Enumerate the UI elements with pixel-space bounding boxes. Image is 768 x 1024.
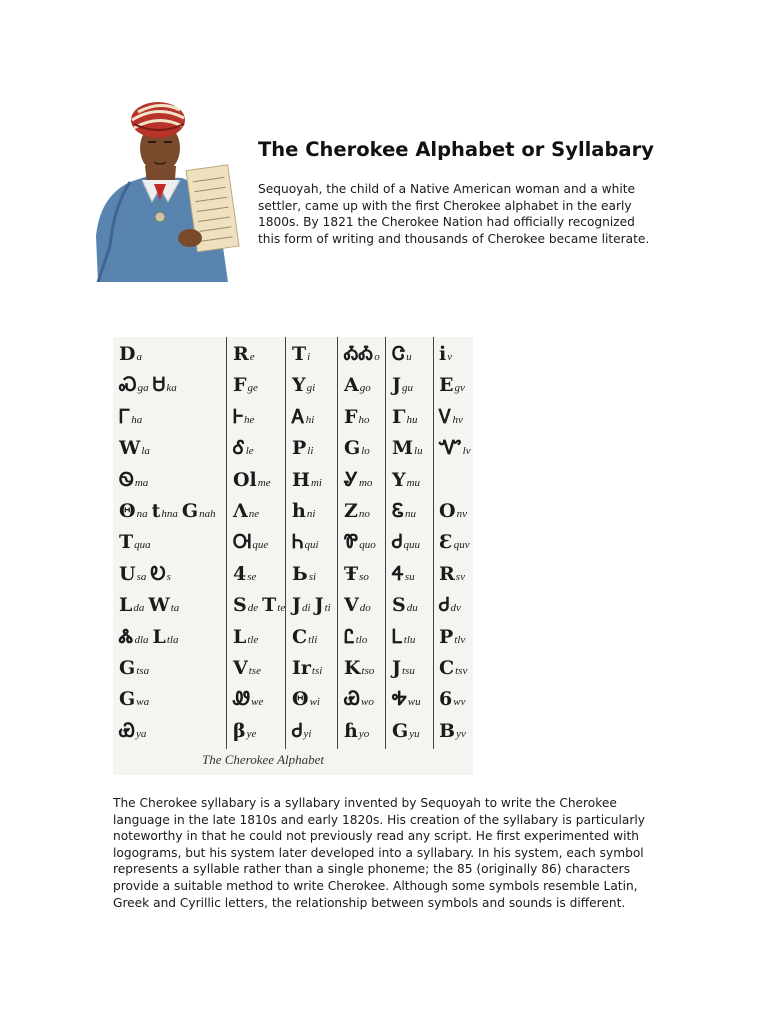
syllable-sound: do (359, 602, 371, 615)
syllable-sound: hu (406, 413, 418, 426)
syllable-cell (439, 690, 469, 709)
syllable-glyph: Ꮍ (344, 468, 358, 491)
syllable-cell (233, 533, 272, 552)
syllable-cell (439, 719, 470, 742)
syllable-sound: ga (137, 382, 149, 395)
syllable-sound: tlv (454, 633, 466, 646)
syllable-sound: go (359, 382, 371, 395)
syllable-sound: ya (136, 727, 147, 740)
syllable-sound: hv (452, 413, 463, 426)
syllable-cell (292, 596, 335, 615)
syllable-sound: mu (406, 476, 421, 489)
syllable-cell (439, 502, 471, 521)
syllable-glyph: ɦ (344, 719, 358, 742)
syllable-sound: nah (199, 508, 216, 520)
column-divider (385, 337, 386, 749)
syllable-sound: ta (170, 602, 180, 615)
syllable-glyph: G (181, 500, 199, 522)
syllable-cell (233, 690, 267, 709)
syllable-cell (439, 596, 465, 615)
syllable-sound: sa (136, 570, 147, 583)
syllable-cell (439, 439, 475, 458)
syllable-cell (392, 690, 425, 709)
syllable-glyph: Ꮩ (439, 405, 452, 428)
syllable-sound: quu (403, 539, 420, 552)
syllable-cell (344, 533, 380, 552)
syllable-sound: u (406, 351, 412, 363)
syllable-glyph: Ꮳ (392, 343, 406, 365)
syllable-glyph: Ꮜ (152, 374, 166, 397)
syllable-sound: li (307, 445, 314, 458)
syllable-glyph: Ꭽ (392, 688, 407, 711)
syllable-sound: tlu (403, 633, 416, 646)
syllable-glyph: 6 (439, 688, 453, 711)
syllable-glyph: F (233, 374, 247, 397)
syllable-glyph: Ꭷ (150, 562, 166, 585)
syllable-glyph: Ꮮ (392, 625, 403, 648)
syllable-cell (392, 439, 427, 458)
syllable-glyph: Ꮒ (292, 531, 304, 554)
syllable-glyph: h (292, 500, 306, 522)
syllable-glyph: L (152, 625, 166, 648)
syllable-cell (439, 562, 469, 585)
syllable-glyph: Y (292, 374, 306, 397)
syllable-sound: e (249, 351, 255, 363)
syllable-glyph: Ol (233, 468, 257, 491)
syllable-glyph: J (314, 594, 324, 617)
syllable-cell (119, 659, 153, 678)
syllable-sound: que (252, 539, 269, 552)
column-divider (226, 337, 227, 749)
syllable-cell (392, 562, 419, 585)
syllable-sound: ge (247, 382, 258, 395)
syllable-glyph: R (233, 343, 249, 365)
syllable-sound: ni (306, 508, 316, 520)
syllable-cell (439, 405, 467, 428)
syllable-sound: la (141, 445, 150, 458)
syllabary-chart (113, 337, 473, 775)
syllable-glyph: T (262, 594, 277, 617)
syllable-sound: wi (309, 696, 320, 709)
syllable-cell (439, 345, 456, 364)
syllable-cell (292, 439, 317, 458)
syllable-cell (233, 625, 262, 648)
syllable-cell (119, 439, 154, 458)
syllable-glyph: t (151, 500, 161, 522)
syllable-glyph: Ꮺ (233, 688, 251, 711)
syllable-sound: i (307, 351, 311, 363)
syllable-sound: mi (310, 476, 322, 489)
syllable-sound: tli (308, 633, 318, 646)
syllable-sound: hi (305, 413, 315, 426)
syllable-sound: so (359, 570, 369, 583)
syllable-sound: yi (303, 727, 312, 740)
syllable-glyph: J (392, 374, 401, 397)
syllable-sound: tsa (136, 665, 150, 677)
syllable-glyph: C (439, 657, 455, 679)
syllable-glyph: W (148, 594, 170, 617)
syllable-cell (344, 345, 384, 364)
syllable-glyph: Ꮛ (392, 500, 405, 522)
syllable-sound: tsv (455, 665, 468, 677)
syllable-cell (292, 690, 324, 709)
syllable-glyph: J (392, 657, 401, 679)
syllable-cell (292, 719, 315, 742)
syllable-cell (292, 376, 319, 395)
syllable-sound: mo (358, 476, 373, 489)
syllable-cell (233, 502, 263, 521)
syllable-sound: le (245, 445, 254, 458)
syllable-sound: he (244, 413, 255, 426)
syllable-sound: de (247, 602, 259, 615)
syllable-cell (344, 562, 373, 585)
syllable-sound: ne (248, 508, 260, 520)
syllable-glyph: T (119, 531, 134, 554)
syllable-cell (439, 533, 474, 552)
syllable-glyph: B (439, 719, 456, 742)
column-divider (285, 337, 286, 749)
syllable-glyph: β (233, 719, 246, 742)
syllable-cell (344, 502, 374, 521)
syllable-glyph: Γ (392, 405, 406, 428)
syllable-glyph: Ꮁ (119, 405, 131, 428)
syllable-sound: tsi (311, 665, 323, 677)
syllable-glyph: Ꮷ (392, 531, 403, 554)
syllable-cell (344, 625, 371, 648)
syllable-glyph: Λ (233, 500, 248, 522)
syllable-glyph: Ꮞ (392, 562, 404, 585)
syllable-glyph: F (344, 405, 358, 428)
syllable-cell (292, 533, 323, 552)
syllable-glyph: Θ (292, 688, 309, 711)
syllable-sound: di (302, 602, 311, 615)
syllable-glyph: Ꮝ (119, 374, 137, 397)
syllable-sound: quo (359, 539, 376, 552)
syllable-sound: te (277, 602, 286, 615)
syllable-glyph: W (119, 437, 141, 460)
syllable-glyph: U (119, 562, 136, 585)
syllable-sound: no (358, 508, 370, 520)
syllable-glyph: Ꮄ (233, 437, 245, 460)
syllable-sound: nu (405, 508, 417, 520)
syllable-cell (119, 533, 155, 552)
syllable-cell (439, 625, 469, 648)
syllable-cell (439, 659, 471, 678)
syllable-cell (233, 596, 289, 615)
syllable-glyph: H (292, 468, 310, 491)
syllable-cell (119, 625, 183, 648)
syllable-glyph: Ꮿ (344, 688, 360, 711)
syllable-glyph: E (439, 374, 454, 397)
syllable-glyph: ᎣᎣ (344, 343, 374, 365)
syllable-sound: wo (361, 696, 374, 709)
syllable-sound: qui (304, 539, 319, 552)
syllable-sound: o (374, 351, 380, 363)
column-divider (337, 337, 338, 749)
syllable-sound: se (247, 570, 257, 583)
syllable-sound: gv (454, 382, 465, 395)
syllable-cell (344, 439, 374, 458)
syllable-glyph: M (392, 437, 414, 460)
syllable-sound: tlo (355, 633, 368, 646)
syllable-sound: lv (462, 445, 471, 458)
syllable-sound: s (166, 570, 171, 583)
syllable-sound: tle (247, 633, 259, 646)
sequoyah-portrait (90, 96, 240, 282)
syllable-glyph: Ꮊ (233, 531, 252, 554)
syllable-cell (344, 405, 374, 428)
syllable-glyph: P (439, 625, 454, 648)
syllable-glyph: 4 (233, 562, 247, 585)
syllable-sound: wv (453, 696, 466, 709)
syllable-sound: lo (361, 445, 370, 458)
syllable-glyph: Ꮙ (439, 437, 462, 460)
syllable-glyph: Ꮘ (344, 531, 359, 554)
syllable-cell (119, 562, 175, 585)
syllable-glyph: V (233, 657, 248, 679)
syllable-cell (292, 625, 321, 648)
syllable-cell (392, 405, 422, 428)
syllable-cell (119, 468, 152, 491)
syllable-glyph: V (344, 594, 359, 617)
syllable-cell (233, 345, 259, 364)
syllable-sound: tsu (402, 665, 415, 677)
syllable-glyph: Ꭺ (292, 405, 305, 428)
syllable-sound: dla (134, 633, 149, 646)
syllable-cell (392, 659, 419, 678)
syllable-glyph: C (292, 625, 308, 648)
syllable-glyph: T (292, 343, 307, 365)
syllable-cell (292, 659, 326, 678)
syllable-glyph: Ꮬ (119, 625, 134, 648)
syllable-sound: tse (248, 665, 261, 677)
syllable-sound: yo (358, 727, 370, 740)
syllable-sound: si (308, 570, 317, 583)
syllable-cell (392, 625, 419, 648)
syllable-sound: yu (409, 727, 420, 740)
syllable-sound: ti (324, 602, 331, 615)
syllable-cell (119, 376, 181, 395)
syllable-sound: ma (134, 476, 149, 489)
syllable-sound: qua (134, 539, 151, 552)
syllable-cell (233, 376, 262, 395)
syllable-cell (119, 345, 146, 364)
syllable-cell (392, 719, 424, 742)
syllable-glyph: Ꮿ (119, 719, 135, 742)
syllable-cell (233, 439, 258, 458)
syllable-sound: tso (361, 665, 375, 677)
syllable-sound: ho (358, 413, 370, 426)
syllable-cell (233, 562, 260, 585)
syllable-glyph: Ꮻ (119, 468, 134, 491)
syllable-glyph: S (233, 594, 247, 617)
syllable-glyph: Ꮷ (439, 594, 450, 617)
syllable-sound: v (447, 351, 453, 363)
syllable-glyph: Ɛ (439, 531, 453, 554)
syllable-cell (392, 596, 422, 615)
syllable-glyph: Ir (292, 657, 311, 679)
syllable-sound: gu (402, 382, 413, 395)
syllable-glyph: Θ (119, 500, 136, 522)
syllable-sound: yv (456, 727, 466, 740)
syllable-sound: du (406, 602, 418, 615)
syllable-sound: a (136, 351, 142, 363)
syllable-glyph: P (292, 437, 307, 460)
intro-paragraph: Sequoyah, the child of a Native American woman and a white settler, came up with the first Cherokee alphabet in the early 1800s. By 1821 the Cherokee Nation had officially recognized this form of writing and thousands of Cherokee became literate. (258, 182, 650, 246)
syllable-glyph: D (119, 343, 136, 365)
syllable-cell (392, 345, 416, 364)
body-paragraph: The Cherokee syllabary is a syllabary invented by Sequoyah to write the Cherokee language in the late 1810s and early 1820s. His creation of the syllabary is particularly noteworthy in that he could not previously read any script. He first experimented with logograms, but his system later developed into a syllabary. In his system, each symbol represents a syllable rather than a single phoneme; the 85 (originally 86) characters provide a suitable method to write Cherokee. Although some symbols resemble Latin, Greek and Cyrillic letters, the relationship between symbols and sounds is different. (113, 796, 645, 910)
syllable-sound: na (136, 508, 148, 520)
syllable-glyph: K (344, 657, 361, 679)
syllable-cell (233, 719, 260, 742)
syllable-glyph: L (119, 594, 133, 617)
syllable-cell (119, 690, 153, 709)
syllable-sound: ha (131, 413, 143, 426)
syllable-sound: su (404, 570, 415, 583)
syllable-sound: wa (136, 696, 150, 709)
syllable-cell (344, 719, 373, 742)
syllable-cell (344, 596, 375, 615)
syllable-sound: dv (450, 602, 461, 615)
column-divider (433, 337, 434, 749)
syllable-cell (344, 468, 376, 491)
syllable-cell (392, 376, 417, 395)
syllable-sound: nv (456, 508, 467, 520)
page-title: The Cherokee Alphabet or Syllabary (258, 138, 654, 161)
syllabary-caption: The Cherokee Alphabet (201, 752, 325, 767)
syllable-cell (344, 690, 378, 709)
syllable-cell (439, 376, 469, 395)
syllable-glyph: L (233, 625, 247, 648)
syllable-cell (233, 468, 275, 491)
syllable-glyph: O (439, 500, 456, 522)
syllable-cell (392, 533, 424, 552)
syllable-cell (392, 468, 424, 491)
syllable-cell (119, 502, 220, 521)
syllable-sound: me (257, 476, 271, 489)
syllable-glyph: G (392, 719, 409, 742)
syllable-glyph: A (344, 374, 359, 397)
syllable-cell (233, 405, 258, 428)
syllable-glyph: G (119, 688, 136, 711)
syllable-sound: we (251, 696, 264, 709)
syllable-glyph: Ь (292, 562, 308, 585)
syllable-sound: da (133, 602, 145, 615)
syllable-sound: gi (306, 382, 316, 395)
syllable-glyph: Ꮷ (292, 719, 303, 742)
syllable-sound: wu (407, 696, 421, 709)
syllable-glyph: Ꮭ (344, 625, 355, 648)
syllable-glyph: Z (344, 500, 358, 522)
syllable-glyph: i (439, 343, 447, 365)
syllable-glyph: G (344, 437, 361, 460)
syllable-cell (233, 659, 265, 678)
syllable-cell (292, 345, 314, 364)
syllable-cell (119, 596, 183, 615)
syllable-glyph: G (119, 657, 136, 679)
syllable-cell (292, 405, 318, 428)
syllable-glyph: Y (392, 468, 406, 491)
syllable-cell (392, 502, 420, 521)
syllable-cell (292, 562, 320, 585)
syllable-sound: sv (455, 570, 465, 583)
syllable-cell (344, 659, 378, 678)
syllable-sound: hna (161, 508, 178, 520)
syllable-cell (119, 719, 150, 742)
syllable-glyph: Ŧ (344, 562, 359, 585)
syllable-sound: lu (414, 445, 423, 458)
syllable-glyph: R (439, 562, 455, 585)
syllable-sound: tla (166, 633, 179, 646)
syllable-glyph: Ꮀ (233, 405, 244, 428)
syllable-cell (292, 502, 319, 521)
syllable-cell (344, 376, 375, 395)
syllable-glyph: J (292, 594, 301, 617)
syllable-cell (292, 468, 326, 491)
syllable-sound: ka (166, 382, 177, 395)
syllable-glyph: S (392, 594, 406, 617)
syllable-sound: quv (453, 539, 470, 552)
syllable-sound: ye (246, 727, 257, 740)
syllable-cell (119, 405, 146, 428)
